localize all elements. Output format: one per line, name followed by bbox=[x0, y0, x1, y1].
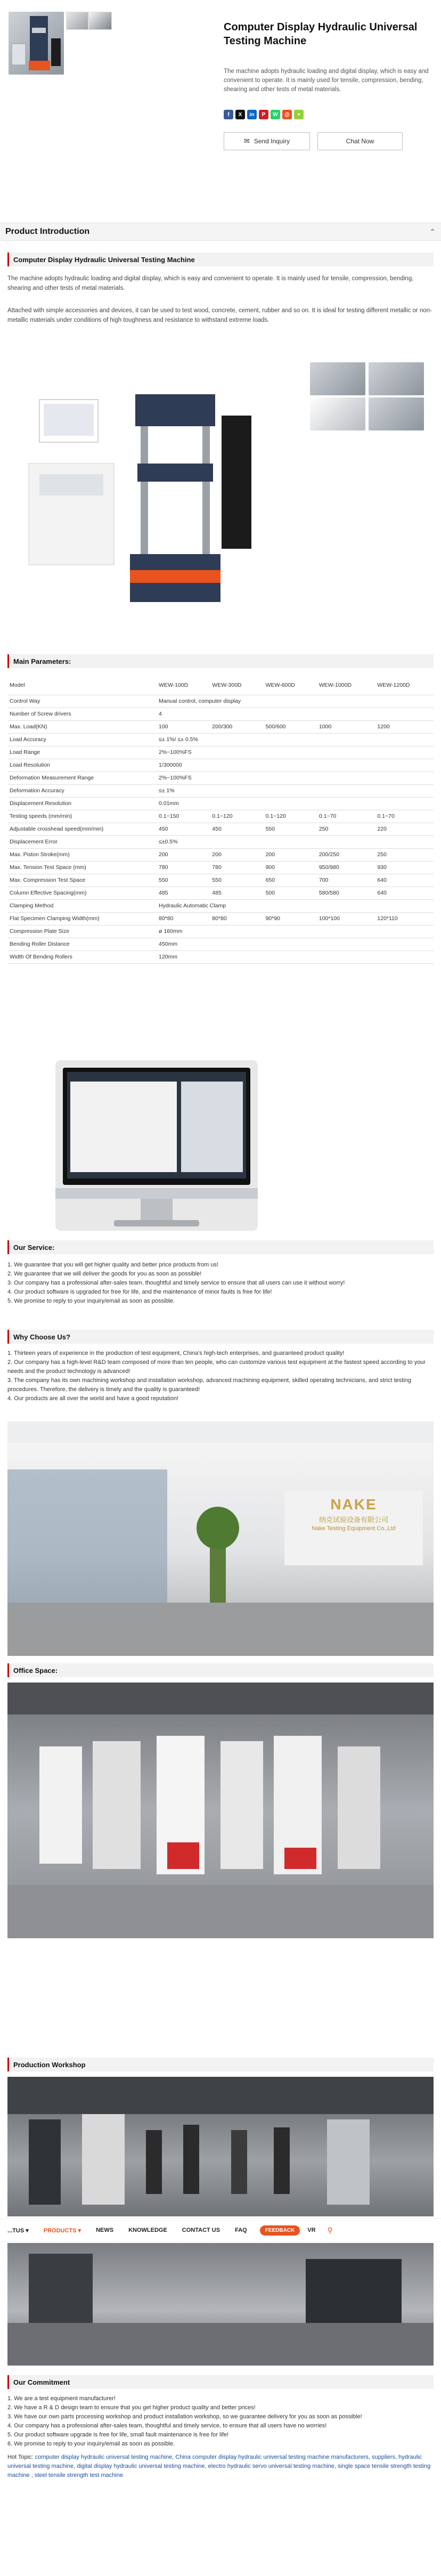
list-item: 1. We guarantee that you will get higher quality and better price products from us! bbox=[7, 1262, 219, 1268]
table-cell: 200/250 bbox=[317, 848, 375, 861]
vk-icon[interactable]: in bbox=[247, 110, 257, 119]
x-icon[interactable]: X bbox=[235, 110, 245, 119]
table-row-label: Max. Compression Test Space bbox=[7, 874, 157, 887]
nav-item[interactable]: ...TUS ▾ bbox=[7, 2227, 29, 2234]
table-cell: ø 160mm bbox=[157, 925, 434, 938]
table-cell: WEW-300D bbox=[210, 676, 263, 695]
table-row bbox=[7, 899, 434, 912]
table-cell: Manual control, computer display bbox=[157, 695, 434, 708]
whatsapp-icon[interactable]: W bbox=[271, 110, 280, 119]
share-icon[interactable]: + bbox=[294, 110, 304, 119]
table-cell: 950/980 bbox=[317, 861, 375, 874]
list-item: 5. Our product software upgrade is free for life, small fault maintenance is free for life! bbox=[7, 2432, 229, 2438]
list-item: 2. We have a R & D design team to ensure that you get higher product quality and better prices! bbox=[7, 2404, 256, 2411]
table-row-label: Model bbox=[7, 676, 157, 695]
company-sign bbox=[290, 1496, 418, 1532]
table-cell: 700 bbox=[317, 874, 375, 887]
facebook-icon[interactable]: f bbox=[224, 110, 233, 119]
commitment-list bbox=[7, 2394, 434, 2449]
table-cell: 550 bbox=[264, 823, 317, 835]
envelope-icon: ✉ bbox=[243, 137, 250, 145]
table-cell: 80*80 bbox=[210, 912, 263, 925]
table-cell: ≤± 1% bbox=[157, 784, 434, 797]
product-thumbnail[interactable] bbox=[88, 12, 112, 30]
table-cell: 90*90 bbox=[264, 912, 317, 925]
list-item: 3. The company has its own machining workshop and installation workshop, advanced machining equipment, skilled operating technicians, and strict testing procedures. Therefore, the delivery is timely and the quality is guaranteed! bbox=[7, 1377, 412, 1393]
workshop-heading: Production Workshop bbox=[7, 2058, 434, 2071]
table-cell: 485 bbox=[210, 887, 263, 899]
table-cell: 650 bbox=[264, 874, 317, 887]
table-cell: 200/300 bbox=[210, 720, 263, 733]
intro-photo-small-3 bbox=[310, 397, 365, 430]
sign-english: Nake Testing Equipment Co.,Ltd bbox=[312, 1525, 396, 1532]
list-item: 2. We guarantee that we will deliver the goods for you as soon as possible! bbox=[7, 1271, 202, 1277]
table-cell: WEW-1000D bbox=[317, 676, 375, 695]
table-cell: WEW-100D bbox=[157, 676, 210, 695]
table-row-label: Compression Plate Size bbox=[7, 925, 157, 938]
list-item: 1. Thirteen years of experience in the production of test equipment, China's high-tech enterprises, and guaranteed product quality! bbox=[7, 1350, 345, 1356]
table-cell: 450 bbox=[210, 823, 263, 835]
table-row bbox=[7, 720, 434, 733]
office-heading: Office Space: bbox=[7, 1663, 434, 1677]
send-inquiry-button[interactable] bbox=[224, 132, 310, 150]
feedback-button[interactable]: FEEDBACK bbox=[260, 2225, 300, 2236]
table-cell: 640 bbox=[375, 874, 434, 887]
nav-item[interactable]: KNOWLEDGE bbox=[128, 2227, 167, 2233]
table-cell: ≤± 1%/ ≤± 0.5% bbox=[157, 733, 434, 746]
table-row bbox=[7, 861, 434, 874]
table-cell: 1000 bbox=[317, 720, 375, 733]
intro-photo-small-1 bbox=[310, 362, 365, 395]
table-row bbox=[7, 771, 434, 784]
table-row bbox=[7, 938, 434, 950]
list-item: 3. We have our own parts processing workshop and product installation workshop, so we guarantee delivery for you as soon as possible! bbox=[7, 2414, 362, 2420]
table-row bbox=[7, 733, 434, 746]
table-row-label: Max. Piston Stroke(mm) bbox=[7, 848, 157, 861]
table-row-label: Testing speeds (mm/min) bbox=[7, 810, 157, 823]
table-row bbox=[7, 695, 434, 708]
product-introduction-bar[interactable] bbox=[0, 223, 441, 241]
table-cell: ≤±0.5% bbox=[157, 835, 434, 848]
table-cell: 780 bbox=[157, 861, 210, 874]
table-row-label: Bending Roller Distance bbox=[7, 938, 157, 950]
intro-photo-small-2 bbox=[369, 362, 424, 395]
table-cell: 220 bbox=[375, 823, 434, 835]
list-item: 6. We promise to reply to your inquiry/email as soon as possible. bbox=[7, 2441, 175, 2447]
why-list bbox=[7, 1349, 434, 1403]
table-cell: 250 bbox=[375, 848, 434, 861]
table-cell: 0.1~120 bbox=[264, 810, 317, 823]
table-cell: 200 bbox=[210, 848, 263, 861]
main-navigation bbox=[0, 2219, 441, 2242]
section-title: Product Introduction bbox=[5, 227, 90, 236]
table-row-label: Max. Tension Test Space (mm) bbox=[7, 861, 157, 874]
table-cell: 550 bbox=[210, 874, 263, 887]
table-row bbox=[7, 676, 434, 695]
table-cell: 450 bbox=[157, 823, 210, 835]
table-cell: 580/580 bbox=[317, 887, 375, 899]
parameters-heading: Main Parameters: bbox=[7, 654, 434, 668]
table-row bbox=[7, 925, 434, 938]
sign-chinese: 纳克试验设备有限公司 bbox=[318, 1516, 388, 1524]
table-row bbox=[7, 912, 434, 925]
list-item: 4. Our products are all over the world and have a good reputation! bbox=[7, 1395, 179, 1402]
table-cell: 900 bbox=[264, 861, 317, 874]
table-cell: 80*80 bbox=[157, 912, 210, 925]
sign-logo: NAKE bbox=[330, 1496, 377, 1513]
table-cell: 500/600 bbox=[264, 720, 317, 733]
chat-now-button[interactable] bbox=[317, 132, 403, 150]
table-cell: 0.1~70 bbox=[317, 810, 375, 823]
hot-topic bbox=[7, 2453, 434, 2480]
table-row-label: Width Of Bending Rollers bbox=[7, 950, 157, 963]
hot-topic-links[interactable]: computer display hydraulic universal testing machine, China computer display hydraulic universal testing machine manufacturers, suppliers, hydraulic universal testing machine, digital display hydraulic universal testing machine, electro hydraulic servo universal testing machine, single space tensile strength testing machine , steel tensile strength test machine bbox=[7, 2454, 431, 2479]
table-cell: 550 bbox=[157, 874, 210, 887]
table-cell: 780 bbox=[210, 861, 263, 874]
workshop-image bbox=[7, 2077, 434, 2216]
table-cell: 100*100 bbox=[317, 912, 375, 925]
chat-now-label: Chat Now bbox=[346, 137, 374, 145]
table-row-label: Load Accuracy bbox=[7, 733, 157, 746]
table-cell: 1200 bbox=[375, 720, 434, 733]
table-cell: 485 bbox=[157, 887, 210, 899]
table-cell: 0.1~70 bbox=[375, 810, 434, 823]
chevron-up-icon[interactable]: ⌃ bbox=[429, 227, 436, 236]
intro-paragraph-1: The machine adopts hydraulic loading and digital display, which is easy and convenient to operate. It is mainly used for tensile, compression, bending, shearing and other tests of metal materials. bbox=[7, 275, 414, 291]
table-cell: 200 bbox=[264, 848, 317, 861]
office-space-image bbox=[7, 1683, 434, 1938]
software-monitor-image bbox=[55, 1060, 258, 1231]
list-item: 4. Our product software is upgraded for free for life, and the maintenance of minor faults is free for life! bbox=[7, 1289, 272, 1295]
table-row bbox=[7, 887, 434, 899]
list-item: 1. We are a test equipment manufacturer! bbox=[7, 2395, 116, 2402]
send-inquiry-label: Send Inquiry bbox=[254, 137, 290, 145]
nav-item[interactable]: FAQ bbox=[235, 2227, 247, 2233]
workshop-image-continued bbox=[7, 2243, 434, 2366]
nav-item[interactable]: CONTACT US bbox=[182, 2227, 220, 2233]
table-row-label: Adjustable crosshead speed(mm/min) bbox=[7, 823, 157, 835]
list-item: 3. Our company has a professional after-sales team, thoughtful and timely service to ensure that all users can use it without worry! bbox=[7, 1280, 345, 1286]
product-title: Computer Display Hydraulic Universal Testing Machine bbox=[224, 21, 418, 47]
table-cell: 100 bbox=[157, 720, 210, 733]
service-heading: Our Service: bbox=[7, 1240, 434, 1254]
table-cell: 4 bbox=[157, 708, 434, 720]
table-row-label: Flat Specimen Clamping Width(mm) bbox=[7, 912, 157, 925]
table-row-label: Max. Load(KN) bbox=[7, 720, 157, 733]
table-cell: 2%~100%FS bbox=[157, 746, 434, 759]
table-cell: 120mm bbox=[157, 950, 434, 963]
table-row-label: Displacement Error bbox=[7, 835, 157, 848]
list-item: 4. Our company has a professional after-sales team, thoughtful and timely service, to ensure that all users have no worries! bbox=[7, 2423, 327, 2429]
table-cell: 1/300000 bbox=[157, 759, 434, 771]
table-row bbox=[7, 797, 434, 810]
table-cell: 0.1~120 bbox=[210, 810, 263, 823]
search-icon[interactable]: ⚲ bbox=[327, 2225, 333, 2234]
table-row bbox=[7, 784, 434, 797]
parameters-table bbox=[7, 676, 434, 964]
table-row bbox=[7, 759, 434, 771]
product-description: The machine adopts hydraulic loading and digital display, which is easy and convenient to operate. It is mainly used for tensile, compression, bending, shearing and other tests of metal materials. bbox=[224, 68, 429, 93]
table-row bbox=[7, 746, 434, 759]
table-row-label: Load Resolution bbox=[7, 759, 157, 771]
table-row-label: Deformation Accuracy bbox=[7, 784, 157, 797]
intro-heading: Computer Display Hydraulic Universal Testing Machine bbox=[7, 253, 434, 266]
table-row-label: Deformation Measurement Range bbox=[7, 771, 157, 784]
list-item: 2. Our company has a high-level R&D team composed of more than ten people, who can customize various test equipment at the fastest speed according to your needs and the product technology is advanced! bbox=[7, 1359, 426, 1375]
table-cell: 0.01mm bbox=[157, 797, 434, 810]
social-share-row bbox=[224, 110, 309, 120]
office-lobby-image bbox=[7, 1421, 434, 1656]
table-row-label: Displacement Resolution bbox=[7, 797, 157, 810]
nav-item[interactable]: PRODUCTS ▾ bbox=[43, 2227, 81, 2234]
service-list bbox=[7, 1261, 434, 1306]
table-cell: Hydraulic Automatic Clamp bbox=[157, 899, 434, 912]
table-row-label: Control Way bbox=[7, 695, 157, 708]
intro-paragraph-2: Attached with simple accessories and devices, it can be used to test wood, concrete, cement, rubber and so on. It is ideal for testing different metallic or non-metallic materials under conditions of high toughness and resistance to withstand extreme loads. bbox=[7, 307, 432, 323]
table-row bbox=[7, 823, 434, 835]
table-cell: 250 bbox=[317, 823, 375, 835]
table-row bbox=[7, 848, 434, 861]
table-cell: 2%~100%FS bbox=[157, 771, 434, 784]
table-cell: 500 bbox=[264, 887, 317, 899]
table-row-label: Load Range bbox=[7, 746, 157, 759]
table-row bbox=[7, 810, 434, 823]
intro-photo-small-4 bbox=[369, 397, 424, 430]
table-row bbox=[7, 874, 434, 887]
table-cell: 0.1~150 bbox=[157, 810, 210, 823]
commitment-heading: Our Commitment bbox=[7, 2375, 434, 2389]
email-icon[interactable]: @ bbox=[282, 110, 292, 119]
table-row bbox=[7, 950, 434, 963]
table-cell: 120*110 bbox=[375, 912, 434, 925]
list-item: 5. We promise to reply to your inquiry/email as soon as possible. bbox=[7, 1298, 175, 1304]
table-cell: 450mm bbox=[157, 938, 434, 950]
table-row-label: Clamping Method bbox=[7, 899, 157, 912]
table-cell: 640 bbox=[375, 887, 434, 899]
table-cell: WEW-600D bbox=[264, 676, 317, 695]
table-row bbox=[7, 708, 434, 720]
table-cell: 930 bbox=[375, 861, 434, 874]
pinterest-icon[interactable]: P bbox=[259, 110, 268, 119]
product-main-image[interactable] bbox=[9, 12, 64, 75]
table-cell: 200 bbox=[157, 848, 210, 861]
nav-item[interactable]: NEWS bbox=[96, 2227, 114, 2233]
machine-product-image bbox=[23, 384, 258, 613]
nav-item-vr[interactable]: VR bbox=[307, 2227, 316, 2233]
table-row-label: Number of Screw drivers bbox=[7, 708, 157, 720]
table-cell: WEW-1200D bbox=[375, 676, 434, 695]
table-row-label: Column Effective Spacing(mm) bbox=[7, 887, 157, 899]
hot-topic-label: Hot Topic: bbox=[7, 2454, 34, 2460]
product-thumbnail[interactable] bbox=[66, 12, 88, 30]
table-row bbox=[7, 835, 434, 848]
why-heading: Why Choose Us? bbox=[7, 1330, 434, 1344]
